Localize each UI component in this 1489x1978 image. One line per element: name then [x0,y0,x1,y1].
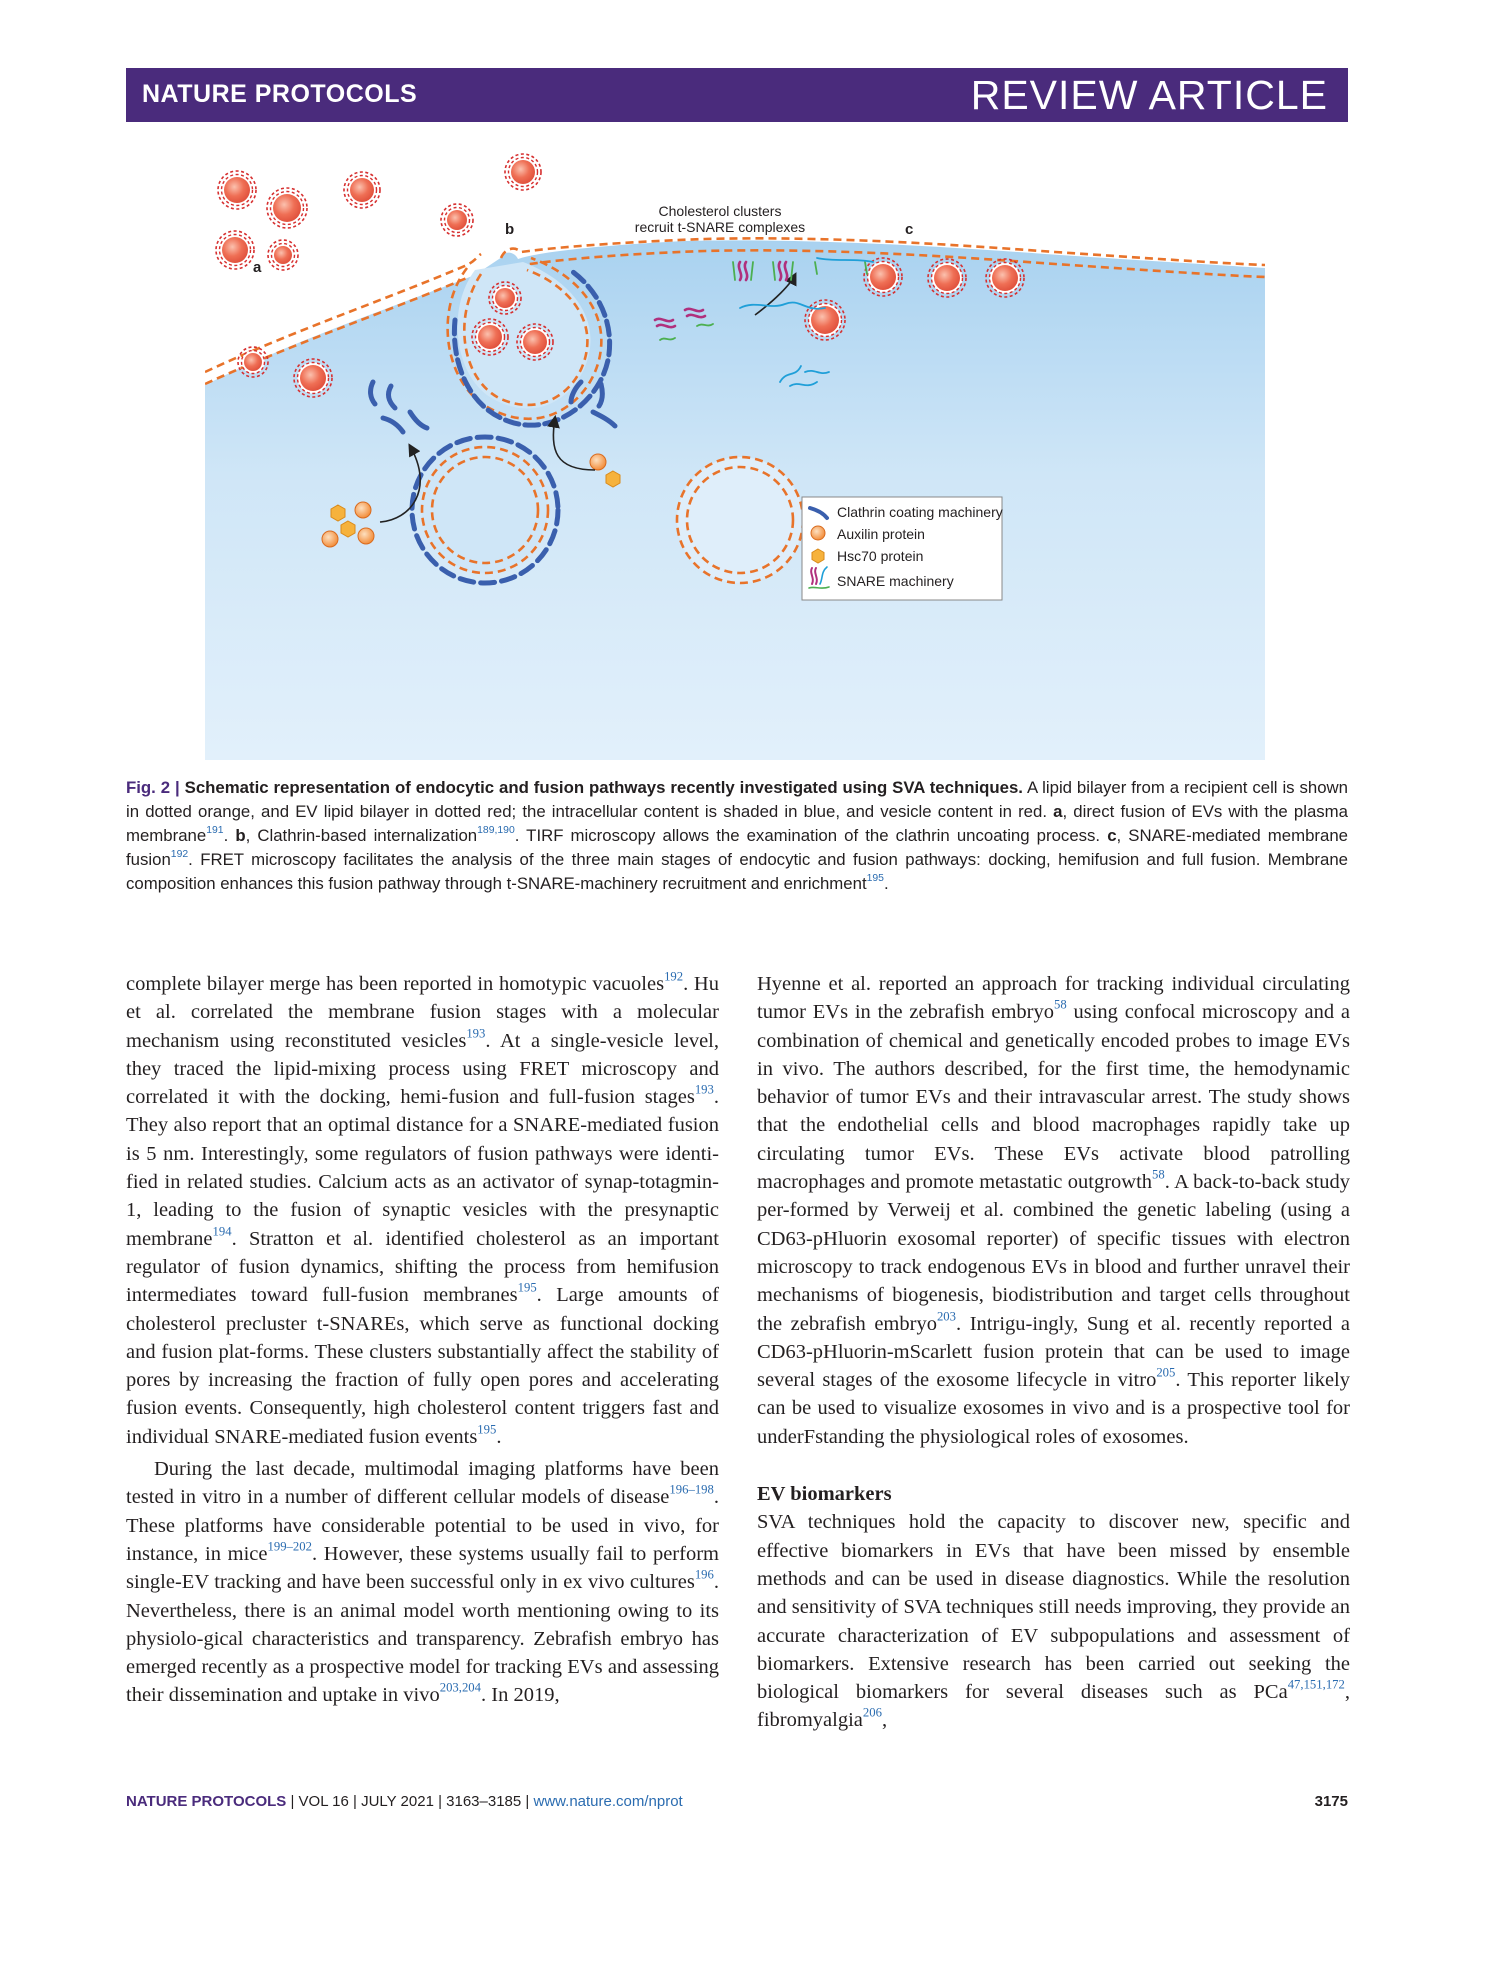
extracellular-vesicle [441,204,473,236]
extracellular-vesicle [505,154,541,190]
citation[interactable]: 191 [206,825,224,837]
paragraph [757,970,1350,1451]
annotation-line-1: Cholesterol clusters [658,203,782,219]
paragraph [126,970,719,1451]
body-column-left [126,970,719,1710]
caption-text: . FRET microscopy facilitates the analysis of the three main stages of endocytic and fusion pathways: docking, hemifusion and full fusion. Membrane composition enhances this fusion pathway through t-SNARE-machinery recruitment and enrichment [126,850,1348,893]
annotation-line-2: recruit t-SNARE complexes [634,219,806,235]
text-run: . However, these systems usually fail to perform single-EV tracking and have been successful only in ex vivo cultures [126,1542,719,1594]
figure-caption: Fig. 2 | Schematic representation of endocytic and fusion pathways recently investigated using SVA techniques. A lipid bilayer from a recipient cell is shown in dotted orange, and EV lipid bilayer in dotted red; the intracellular content is shaded in blue, and vesicle content in red. a, direct fusion of EVs with the plasma membrane$^{191}$. b, Clathrin-based internalization$^{189,190}$. TIRF microscopy allows the examination of the clathrin uncoating process. c, SNARE-mediated membrane fusion$^{192}$. FRET microscopy facilitates the analysis of the three main stages of endocytic and fusion pathways: docking, hemifusion and full fusion. Membrane composition enhances this fusion pathway through t-SNARE-machinery recruitment and enrichment$^{195}$. [126,778,1349,893]
body-column-right [757,970,1350,1735]
panel-label-a: a [253,259,262,276]
text-run: . This reporter likely can be used to visualize exosomes in vivo and is a prospective tool for underFstanding the physiological roles of exosomes. [757,1369,1350,1448]
text-run: . Hu et al. correlated the membrane fusion stages with a molecular mechanism using reconstituted vesicles [126,973,719,1052]
text-run: SVA techniques hold the capacity to discover new, specific and effective biomarkers in EVs that have been missed by ensemble methods and can be used in disease diagnostics. While the resolution and sensitivity of SVA techniques still needs improving, they provide an accurate characterization of EV subpopulations and assessment of biomarkers. Extensive research has been carried out seeking the biological biomarkers for several diseases such as PCa [757,1511,1350,1704]
paragraph [757,1508,1350,1734]
uncoated-vesicle [677,457,803,583]
citation[interactable]: 47,151,172 [1287,1677,1345,1692]
text-run: . Intrigu-ingly, Sung et al. recently reported a CD63-pHluorin-mScarlett fusion protein that can be used to image several stages of the exosome lifecycle in vitro [757,1312,1350,1392]
text-run: using confocal microscopy and a combination of chemical and genetically encoded probes to image EVs in vivo. The authors described, for the first time, the hemodynamic behavior of tumor EVs and their intravascular arrest. The study shows that the endothelial cells and blood macrophages rapidly take up circulating tumor EVs. These EVs activate blood patrolling macrophages and promote metastatic outgrowth [757,1001,1350,1194]
citation[interactable]: 58 [1053,997,1067,1012]
article-type: REVIEW ARTICLE [970,72,1328,118]
paragraph [126,1455,719,1710]
text-run: During the last decade, multimodal imaging platforms have been tested in vitro in a number of different cellular models of disease [126,1458,719,1509]
citation[interactable]: 203,204 [439,1680,482,1695]
citation[interactable]: 196–198 [669,1482,714,1497]
citation[interactable]: 196 [694,1567,714,1582]
citation[interactable]: 194 [212,1224,232,1239]
citation[interactable]: 206 [862,1705,882,1720]
figure-schematic [205,150,1265,760]
legend-label-clathrin: Clathrin coating machinery [837,504,1003,520]
caption-text: , SNARE-mediated membrane fusion [126,826,1349,869]
panel-label-b: b [505,221,515,238]
caption-text: . TIRF microscopy allows the examination of the clathrin uncoating process. [514,826,1101,845]
citation[interactable]: 195 [517,1280,537,1295]
auxilin-icon [811,526,825,540]
extracellular-vesicle [267,188,307,228]
figure-2 [205,150,1265,760]
citation[interactable]: 58 [1152,1167,1165,1182]
text-run: . Nevertheless, there is an animal model worth mentioning owing to its physiolo-gical characteristics and transparency. Zebrafish embryo has emerged recently as a prospective model for tracking EVs and assessing their dissemination and uptake in vivo [126,1571,719,1707]
footer-url[interactable]: www.nature.com/nprot [533,1793,683,1810]
legend-label-hsc70: Hsc70 protein [837,548,924,564]
citation[interactable]: 199–202 [267,1539,312,1554]
caption-panel-a: a [1053,802,1063,821]
citation[interactable]: 189,190 [477,825,515,837]
panel-label-c: c [905,221,914,238]
citation[interactable]: 192 [664,969,684,984]
caption-panel-c: c [1107,826,1117,845]
legend-label-auxilin: Auxilin protein [837,526,925,542]
citation[interactable]: 192 [170,849,189,861]
extracellular-vesicle [344,172,380,208]
footer-journal: NATURE PROTOCOLS [126,1793,287,1810]
text-run: , [881,1709,888,1732]
text-run: Hyenne et al. reported an approach for tracking individual circulating tumor EVs in the zebrafish embryo [757,973,1350,1024]
hsc70-icon [812,549,824,563]
text-run: . They also report that an optimal distance for a SNARE-mediated fusion is 5 nm. Interestingly, some regulators of fusion pathways were identi-fied in related studies. Calcium acts as an activator of synap-totagmin-1, leading to the fusion of synaptic vesicles with the presynaptic membrane [126,1086,719,1250]
clathrin-coated-vesicle [412,437,558,583]
text-run: . At a single-vesicle level, they traced the lipid-mixing process using FRET microscopy and correlated it with the docking, hemi-fusion and full-fusion stages [126,1029,719,1109]
caption-text: , Clathrin-based internalization [245,826,478,845]
text-run: . In 2019, [481,1684,560,1707]
journal-header-banner [126,68,1348,122]
extracellular-vesicle [238,347,268,377]
page-footer: NATURE PROTOCOLS | VOL 16 | JULY 2021 | 3163–3185 | www.nature.com/nprot 3175 [126,1793,1348,1810]
text-run: complete bilayer merge has been reported in homotypic vacuoles [126,973,665,995]
footer-pages: 3163–3185 [446,1793,522,1810]
citation[interactable]: 193 [466,1026,486,1041]
text-run: . [496,1425,502,1448]
page-number: 3175 [1314,1793,1348,1810]
journal-name: NATURE PROTOCOLS [142,80,418,108]
text-run: . Stratton et al. identified cholesterol as an important regulator of fusion dynamics, shifting the process from hemifusion intermediates toward full-fusion membranes [126,1227,719,1307]
text-run: . A back-to-back study per-formed by Verweij et al. combined the genetic labeling (using a CD63-pHluorin exosomal reporter) of specific tissues with electron microscopy to track endogenous EVs in blood and further unravel their mechanisms of biogenesis, biodistribution and target cells throughout the zebrafish embryo [757,1171,1350,1335]
extracellular-vesicle [216,231,254,269]
footer-date: JULY 2021 [361,1793,434,1810]
caption-figure-label: Fig. 2 | [126,778,180,797]
citation[interactable]: 193 [694,1082,714,1097]
citation[interactable]: 205 [1156,1365,1176,1380]
citation[interactable]: 203 [936,1309,957,1324]
section-heading: EV biomarkers [757,1483,892,1506]
caption-title: Schematic representation of endocytic and fusion pathways recently investigated using SVA techniques. [184,778,1023,797]
footer-volume: VOL 16 [298,1793,349,1810]
extracellular-vesicle [268,240,298,270]
caption-text: , direct fusion of EVs with the plasma membrane [126,802,1348,845]
text-run: . Large amounts of cholesterol precluster t-SNAREs, which serve as functional docking and fusion plat-forms. These clusters substantially affect the stability of pores by increasing the fraction of fully open pores and accelerating fusion events. Consequently, high cholesterol content triggers fast and individual SNARE-mediated fusion events [126,1284,719,1448]
caption-panel-b: b [235,826,246,845]
extracellular-vesicle [218,171,256,209]
caption-sentence: A lipid bilayer from a recipient cell is shown in dotted orange, and EV lipid bilayer in dotted red; the intracellular content is shaded in blue, and vesicle content in red. [126,778,1348,821]
text-run: . These platforms have considerable potential to be used in vivo, for instance, in mice [126,1486,719,1565]
citation[interactable]: 195 [477,1422,497,1437]
citation[interactable]: 195 [866,873,884,885]
legend-label-snare: SNARE machinery [837,573,954,589]
text-run: , fibromyalgia [757,1681,1350,1732]
